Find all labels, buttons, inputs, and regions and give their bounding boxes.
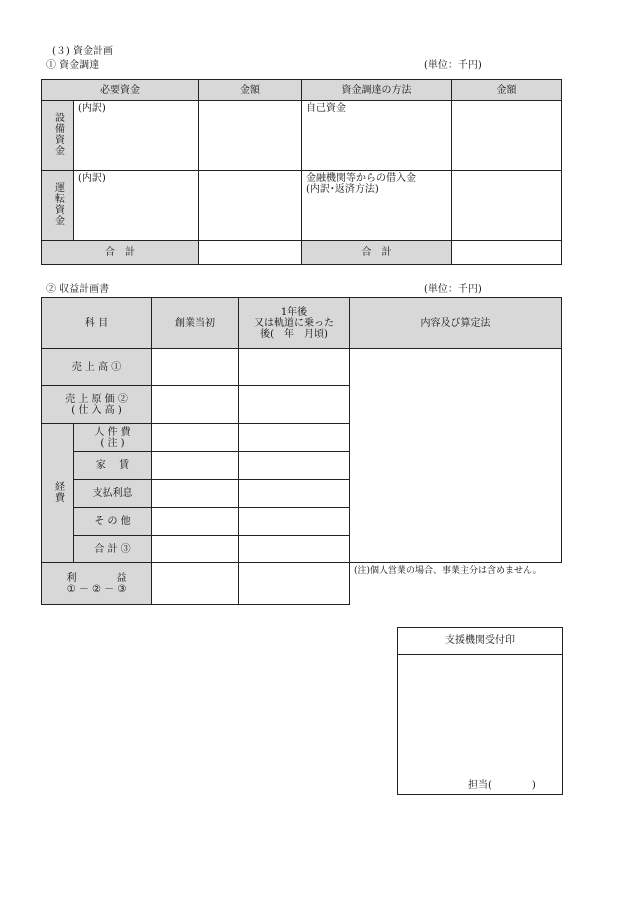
header-amount: 金額 (199, 80, 302, 101)
equipment-breakdown-cell[interactable]: (内訳) (74, 101, 199, 171)
stamp-title: 支援機関受付印 (398, 628, 562, 655)
row-interest-label: 支払利息 (74, 480, 152, 508)
own-funds-cell[interactable]: 自己資金 (302, 101, 452, 171)
funding-subtitle: ① 資金調達 (46, 60, 100, 71)
rent-initial-cell[interactable] (152, 452, 239, 480)
total-amount-left[interactable] (199, 241, 302, 265)
other-initial-cell[interactable] (152, 508, 239, 536)
income-unit: (単位：千円) (424, 284, 482, 295)
income-table (41, 297, 562, 605)
header-after-year: 1年後 又は軌道に乗った 後( 年 月頃) (239, 298, 350, 349)
cogs-later-cell[interactable] (239, 386, 350, 424)
row-cogs-label: 売 上 原 価 ② ( 仕 入 高 ) (42, 386, 152, 424)
total-label-right: 合 計 (302, 241, 452, 265)
expense-total-later-cell[interactable] (239, 536, 350, 563)
header-funding-method: 資金調達の方法 (302, 80, 452, 101)
loan-cell[interactable]: 金融機関等からの借入金 (内訳･返済方法) (302, 171, 452, 241)
funding-table (41, 79, 562, 265)
personnel-later-cell[interactable] (239, 424, 350, 452)
own-funds-amount-cell[interactable] (452, 101, 562, 171)
row-sales-label: 売 上 高 ① (42, 349, 152, 386)
rent-later-cell[interactable] (239, 452, 350, 480)
interest-later-cell[interactable] (239, 480, 350, 508)
sales-initial-cell[interactable] (152, 349, 239, 386)
funding-unit: (単位：千円) (424, 60, 482, 71)
content-method-cell[interactable] (350, 349, 562, 563)
other-later-cell[interactable] (239, 508, 350, 536)
label-equipment-funds: 設備資金 (42, 101, 74, 171)
profit-later-cell[interactable] (239, 563, 350, 605)
row-personnel-label: 人 件 費 ( 注 ) (74, 424, 152, 452)
operating-amount-cell[interactable] (199, 171, 302, 241)
personnel-initial-cell[interactable] (152, 424, 239, 452)
cogs-initial-cell[interactable] (152, 386, 239, 424)
header-item: 科 目 (42, 298, 152, 349)
row-expense-total-label: 合 計 ③ (74, 536, 152, 563)
interest-initial-cell[interactable] (152, 480, 239, 508)
profit-initial-cell[interactable] (152, 563, 239, 605)
header-amount-2: 金額 (452, 80, 562, 101)
loan-amount-cell[interactable] (452, 171, 562, 241)
stamp-box (397, 627, 563, 795)
header-content-method: 内容及び算定法 (350, 298, 562, 349)
equipment-amount-cell[interactable] (199, 101, 302, 171)
note-text: (注)個人営業の場合、事業主分は含めません。 (350, 563, 562, 605)
header-initial: 創業当初 (152, 298, 239, 349)
total-amount-right[interactable] (452, 241, 562, 265)
label-expenses: 経費 (42, 424, 74, 563)
operating-breakdown-cell[interactable]: (内訳) (74, 171, 199, 241)
row-rent-label: 家 賃 (74, 452, 152, 480)
label-operating-funds: 運転資金 (42, 171, 74, 241)
sales-later-cell[interactable] (239, 349, 350, 386)
section-title: (３) 資金計画 (52, 46, 113, 57)
total-label-left: 合 計 (42, 241, 199, 265)
expense-total-initial-cell[interactable] (152, 536, 239, 563)
stamp-person-in-charge[interactable]: 担当( ) (468, 780, 536, 791)
row-other-label: そ の 他 (74, 508, 152, 536)
income-subtitle: ② 収益計画書 (46, 284, 110, 295)
row-profit-label: 利 益 ① － ② － ③ (42, 563, 152, 605)
header-required-funds: 必要資金 (42, 80, 199, 101)
